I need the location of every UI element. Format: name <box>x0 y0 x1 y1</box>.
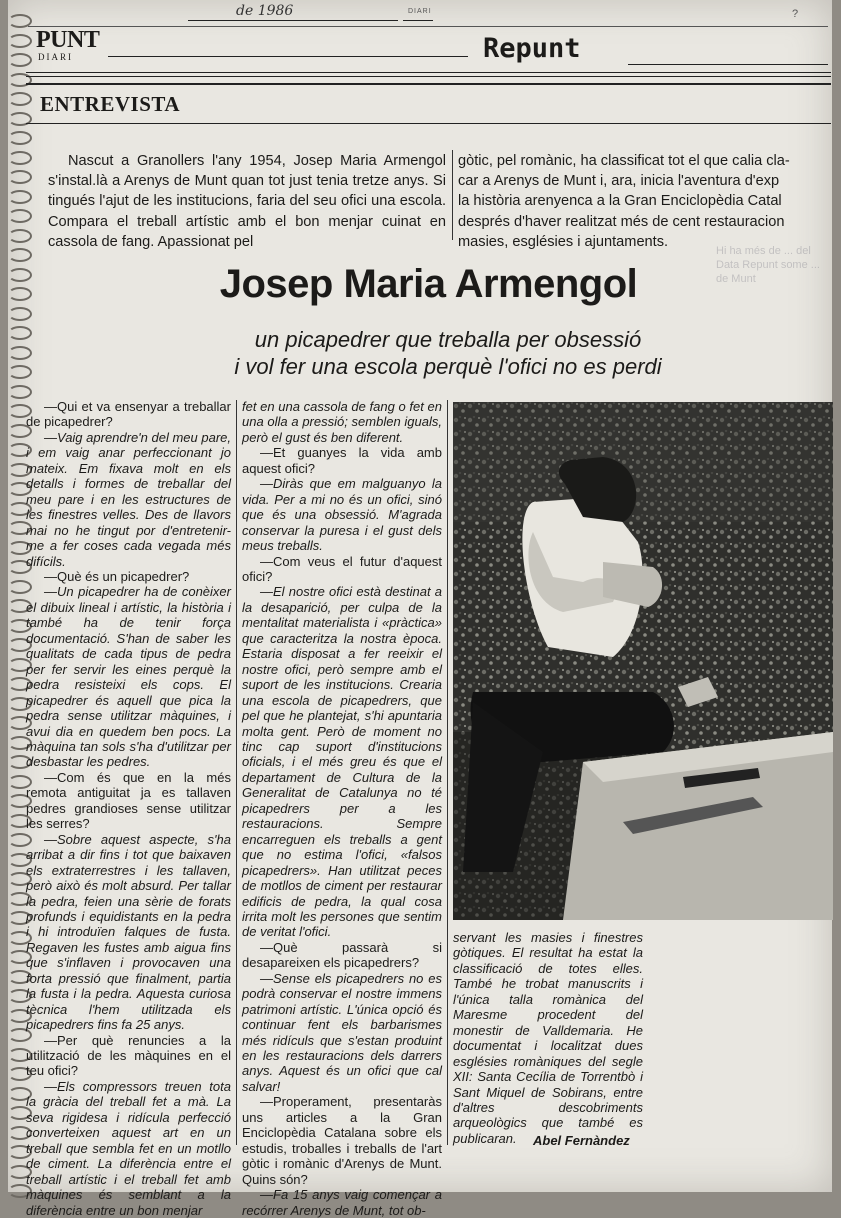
masthead-small-text: DIARI <box>408 8 432 15</box>
spiral-ring <box>8 131 32 145</box>
spiral-ring <box>8 365 32 379</box>
lead-line: masies, esglésies i ajuntaments. <box>458 233 669 250</box>
subheadline-line: i vol fer una escola perquè l'ofici no es perdi <box>234 354 662 379</box>
column-divider <box>452 150 453 240</box>
corner-mark: ? <box>792 8 799 20</box>
question: —Què és un picapedrer? <box>44 568 190 584</box>
lead-line: car a Arenys de Munt i, ara, inicia l'aventura d'exp <box>458 173 780 190</box>
header-rule <box>28 26 828 27</box>
answer: —Els compressors treuen tota la gràcia del treball fet a mà. La seva rigidesa i ridícula perfecció converteixen aquest art en un treball que sembla fet en un motllo de ciment. La diferència entre el treball artístic i el treball fet amb màquines és semblant a la diferència entre un bon menjar <box>26 1078 231 1218</box>
answer: —Sobre aquest aspecte, s'ha arribat a dir fins i tot que baixaven els extraterrestres i les tallaven, però això és molt absurd. Per tallar la pedra, feien una sèrie de forats profunds i equidistants en la pedra i hi introduïen falques de fusta. Regaven les fustes amb aigua fins que s'inflaven i provocaven una forta pressió que finalment, partia la fusta i la pedra. Aquesta curiosa tècnica l'hem utilitzada els picapedrers fins fa 25 anys. <box>26 831 231 1033</box>
newspaper-page <box>8 0 832 1218</box>
publication-logo-sub: DIARI <box>38 52 73 62</box>
handwritten-date: de 1986 <box>236 3 294 19</box>
article-column-2 <box>242 399 442 1218</box>
question: —Qui et va ensenyar a treballar de picapedrer? <box>26 399 231 430</box>
section-title: Repunt <box>483 33 581 64</box>
spiral-ring <box>8 34 32 48</box>
answer: servant les masies i finestres gòtiques. El resultat ha estat la classificació de totes elles. També he trobat manuscrits i l'única talla romànica del Maresme procedent del monestir de Valldemaria. He documentat i localitzat dues esglésies romàniques del segle XII: Santa Cecília de Torrentbò i Sant Miquel de Sobirans, entre d'altres descobriments arqueològics que també es publicaran. <box>453 930 643 1146</box>
spiral-ring <box>8 326 32 340</box>
photo-stonemason-at-work <box>453 402 833 920</box>
subheadline-line: un picapedrer que treballa per obsessió <box>254 327 642 352</box>
article-column-3 <box>453 930 643 1146</box>
spiral-ring <box>8 53 32 67</box>
publication-logo: PUNT <box>36 27 100 53</box>
answer: —Sense els picapedrers no es podrà conservar el nostre immens patrimoni artístic. L'única opció és continuar fent els barbarismes més ridículs que s'estan produint en les restauracions dels darrers anys. Aquest és un ofici que cal salvar! <box>242 970 442 1094</box>
subheadline <box>168 326 728 380</box>
lead-line: gòtic, pel romànic, ha classificat tot el que calia cla- <box>458 153 790 169</box>
headline: Josep Maria Armengol <box>219 262 638 306</box>
answer: —Un picapedrer ha de conèixer el dibuix lineal i artístic, la història i també ha de tenir força documentació. S'han de saber les qualitats de cada tipus de pedra per fer servir les eines perquè la pedra resisteixi els cops. El picapedrer és aquell que pica la pedra sense utilitzar màquines, i avui dia en quedem ben pocs. La màquina tan sols s'ha d'utilitzar per desbastar les pedres. <box>26 584 231 770</box>
answer: fet en una cassola de fang o fet en una olla a pressió; semblen iguals, però el gust és ben diferent. <box>242 399 442 445</box>
spiral-ring <box>8 170 32 184</box>
header-rule <box>188 20 398 21</box>
answer: —Diràs que em malguanyo la vida. Per a mi no és un ofici, sinó que és una obsessió. M'agrada conservar la puresa i el gust dels meus treballs. <box>242 476 442 554</box>
article-column-1 <box>26 399 231 1218</box>
spiral-ring <box>8 307 32 321</box>
spiral-ring <box>8 385 32 399</box>
kicker-label: ENTREVISTA <box>40 92 180 116</box>
spiral-ring <box>8 229 32 243</box>
answer: —Fa 15 anys vaig començar a recórrer Arenys de Munt, tot ob- <box>242 1187 442 1218</box>
question: —Properament, presentaràs uns articles a la Gran Enciclopèdia Catalana sobre els estudis, troballes i treballs de l'art gòtic i romànic d'Arenys de Munt. Quins són? <box>242 1094 442 1187</box>
question: —Com veus el futur d'aquest ofici? <box>242 553 442 584</box>
header-rule <box>403 20 433 21</box>
header-rule <box>26 76 831 77</box>
portrait-photo <box>453 402 833 920</box>
spiral-ring <box>8 151 32 165</box>
answer: —El nostre ofici està destinat a la desaparició, per culpa de la mentalitat materialista i «pràctica» que caracteritza la nostra època. Estaria disposat a fer reeixir el nostre ofici, però sempre amb el suport de les institucions. Crearia una escola de picapedrers, que pel que he plantejat, s'hi apuntaria molta gent. Però de moment no tinc cap suport d'institucions oficials, i el més greu és que el departament de Cultura de la Generalitat de Catalunya no té picapedrers per a les restauracions. Sempre encarreguen els treballs a gent que no estima l'ofici, «falsos picapedrers». Han utilitzat peces de motllos de ciment per restaurar edificis de pedra, la qual cosa irrita molt les persones que sentim de veritat l'ofici. <box>242 584 442 940</box>
header-rule <box>108 56 468 57</box>
lead-line: després d'haver realitzat més de cent restauracion <box>458 213 785 230</box>
question: —Et guanyes la vida amb aquest ofici? <box>242 445 442 476</box>
lead-paragraph-left: Nascut a Granollers l'any 1954, Josep Maria Armengol s'instal.là a Arenys de Munt quan tot just tenia tretze anys. Si tingués l'ajut de les institucions, faria del seu ofici una escola. Compara el treball artístic amb el bon menjar cuinat en cassola de fang. Apassionat pel <box>48 153 446 250</box>
header-rule <box>628 64 828 65</box>
lead-paragraph-right <box>458 151 830 252</box>
answer: —Vaig aprendre'n del meu pare, i em vaig anar perfeccionant jo mateix. Em fixava molt en els detalls i formes de treballar del meu pare i en les estructures de les finestres velles. Des de llavors mai no he tingut por d'entretenir-me a fer coses cada vegada més difícils. <box>26 429 232 569</box>
byline: Abel Fernàndez <box>533 1133 630 1148</box>
header-rule <box>26 72 831 73</box>
spiral-ring <box>8 346 32 360</box>
lead-line: la història arenyenca a la Gran Enciclopèdia Catal <box>458 193 782 210</box>
spiral-ring <box>8 190 32 204</box>
spiral-ring <box>8 248 32 262</box>
column-divider <box>236 400 237 1145</box>
bleed-through-text: Hi ha més de ... del Data Repunt some ... de Munt <box>716 245 820 285</box>
spiral-ring <box>8 209 32 223</box>
question: —Per què renuncies a la utilització de les màquines en el teu ofici? <box>26 1032 231 1079</box>
column-divider <box>447 400 448 1145</box>
question: —Què passarà si desapareixen els picapedrers? <box>242 939 442 971</box>
question: —Com és que en la més remota antiguitat ja es tallaven pedres grandioses sense utilitzar les serres? <box>26 769 231 832</box>
